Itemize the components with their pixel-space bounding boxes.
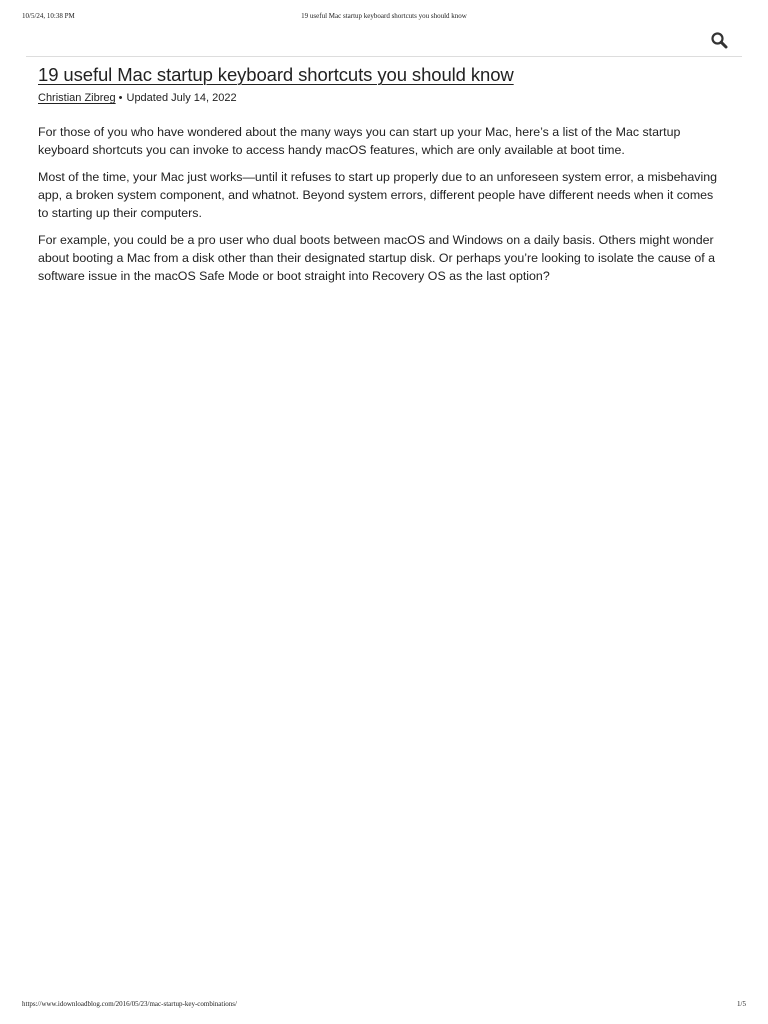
article-title[interactable]: 19 useful Mac startup keyboard shortcuts you should know bbox=[38, 64, 514, 85]
byline bbox=[38, 90, 724, 106]
print-doc-title: 19 useful Mac startup keyboard shortcuts you should know bbox=[301, 12, 467, 20]
search-button[interactable] bbox=[709, 30, 731, 50]
page-number: 1/5 bbox=[737, 1000, 746, 1008]
page-url: https://www.idownloadblog.com/2016/05/23/mac-startup-key-combinations/ bbox=[22, 1000, 237, 1008]
article bbox=[38, 63, 724, 285]
print-header bbox=[22, 12, 746, 24]
paragraph-1: For those of you who have wondered about the many ways you can start up your Mac, here’s a list of the Mac startup keyboard shortcuts you can invoke to access handy macOS features, which are only available at boot time. bbox=[38, 125, 681, 157]
updated-date: Updated July 14, 2022 bbox=[126, 92, 237, 104]
print-footer bbox=[22, 1000, 746, 1012]
byline-separator: • bbox=[118, 92, 123, 104]
search-icon bbox=[709, 30, 731, 50]
paragraph-3: For example, you could be a pro user who dual boots between macOS and Windows on a daily basis. Others might wonder about booting a Mac from a disk other than their designated startup disk. Or perhaps you’re looking to isolate the cause of a software issue in the macOS Safe Mode or boot straight into Recovery OS as the last option? bbox=[38, 233, 716, 283]
header-divider bbox=[26, 56, 742, 57]
print-datetime: 10/5/24, 10:38 PM bbox=[22, 12, 75, 20]
paragraph-2: Most of the time, your Mac just works—until it refuses to start up properly due to an unforeseen system error, a misbehaving app, a broken system component, and whatnot. Beyond system errors, different people have different needs when it comes to starting up their computers. bbox=[38, 170, 718, 220]
author-link[interactable]: Christian Zibreg bbox=[38, 92, 116, 104]
